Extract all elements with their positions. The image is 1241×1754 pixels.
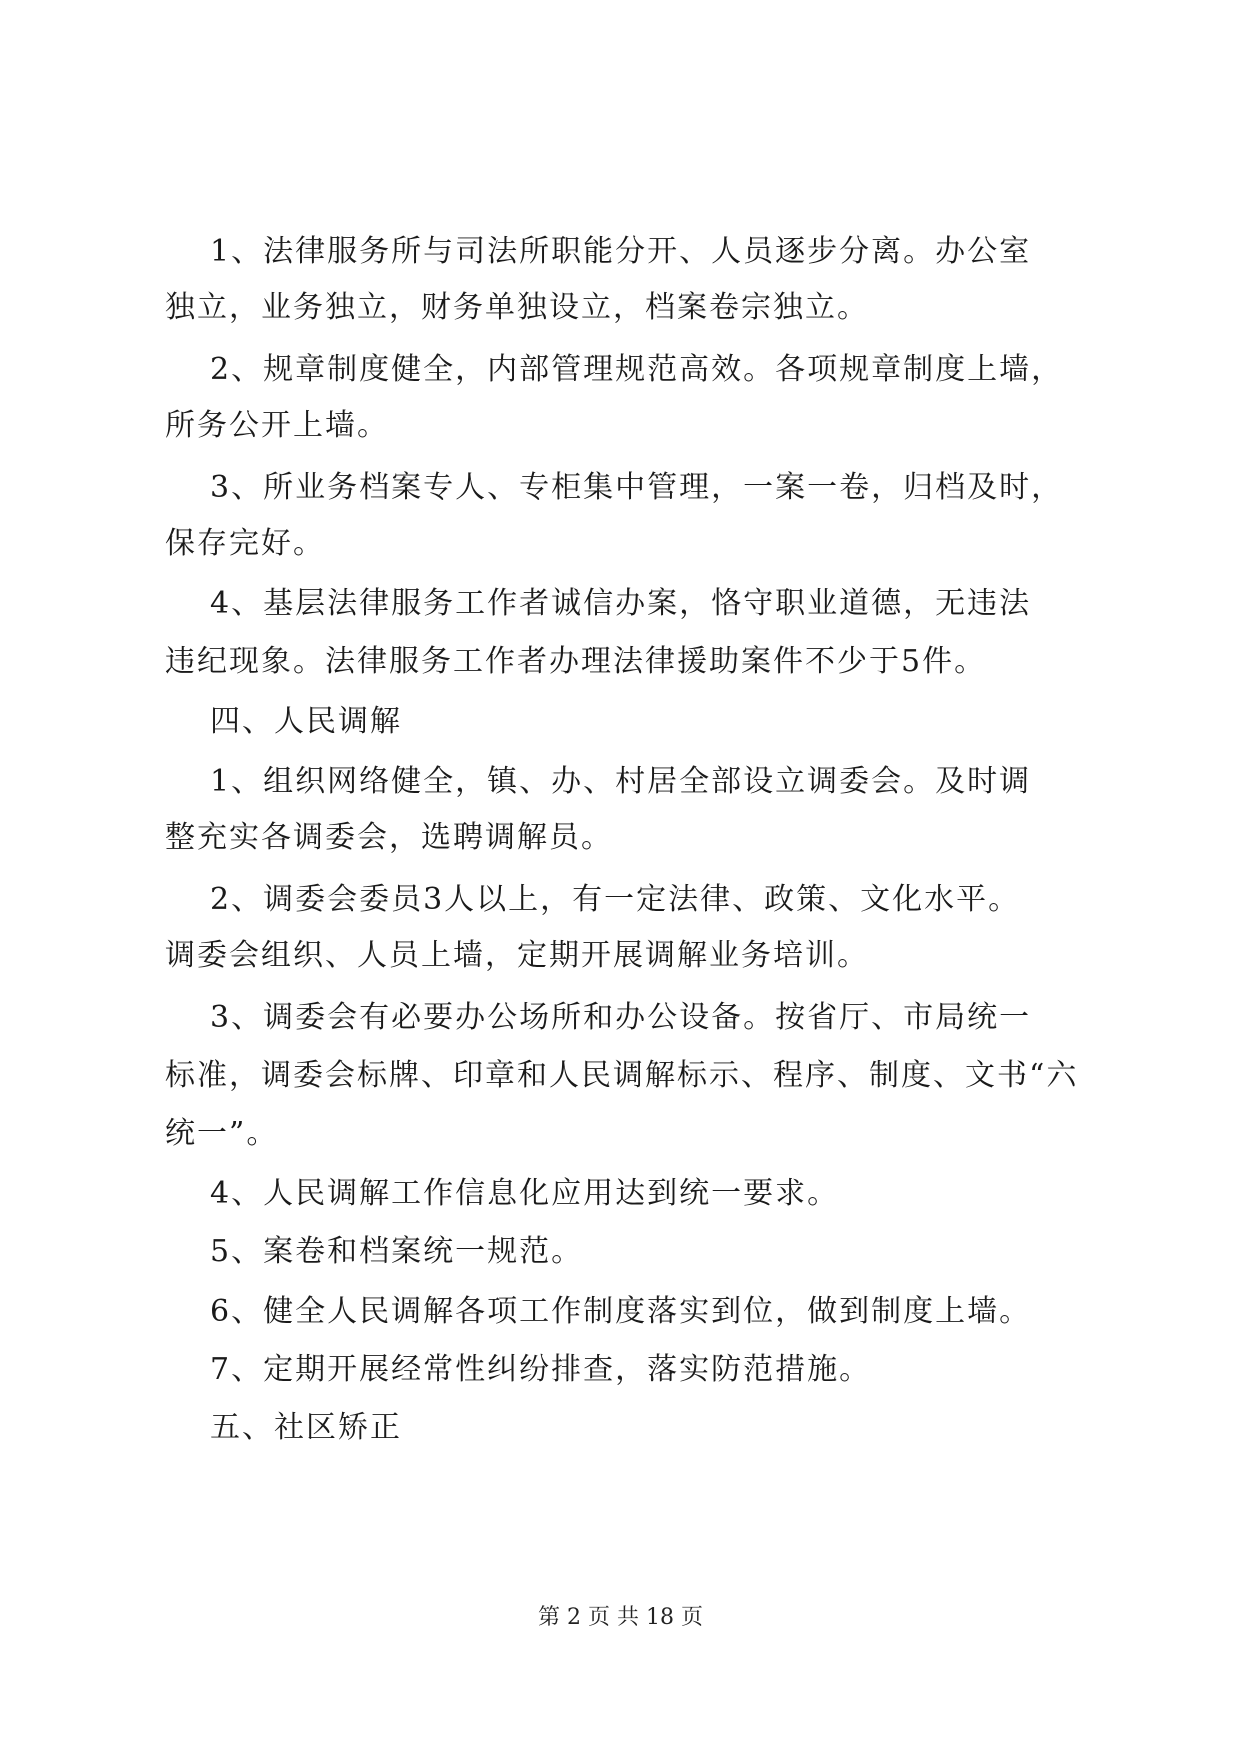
body-line: 7、定期开展经常性纠纷排查，落实防范措施。 [210,1352,872,1387]
page-number-footer: 第 2 页 共 18 页 [538,1605,703,1630]
body-line: 1、组织网络健全，镇、办、村居全部设立调委会。及时调 [210,764,1032,799]
body-line: 独立，业务独立，财务单独设立，档案卷宗独立。 [165,290,869,325]
body-line: 6、健全人民调解各项工作制度落实到位，做到制度上墙。 [210,1294,1032,1329]
body-line: 标准，调委会标牌、印章和人民调解标示、程序、制度、文书“六 [165,1058,1079,1093]
body-line: 整充实各调委会，选聘调解员。 [165,820,613,855]
body-line: 1、法律服务所与司法所职能分开、人员逐步分离。办公室 [210,234,1032,269]
body-line: 5、案卷和档案统一规范。 [210,1234,584,1269]
body-line: 3、所业务档案专人、专柜集中管理，一案一卷，归档及时， [210,470,1064,505]
body-line: 2、调委会委员3人以上，有一定法律、政策、文化水平。 [210,882,1021,917]
body-line: 4、基层法律服务工作者诚信办案，恪守职业道德，无违法 [210,586,1032,621]
body-line: 违纪现象。法律服务工作者办理法律援助案件不少于5件。 [165,644,987,679]
section-heading: 五、社区矫正 [210,1410,402,1445]
body-line: 统一”。 [165,1116,279,1151]
body-line: 3、调委会有必要办公场所和办公设备。按省厅、市局统一 [210,1000,1032,1035]
body-line: 保存完好。 [165,526,325,561]
section-heading: 四、人民调解 [210,704,402,739]
body-line: 所务公开上墙。 [165,408,389,443]
body-line: 调委会组织、人员上墙，定期开展调解业务培训。 [165,938,869,973]
body-line: 4、人民调解工作信息化应用达到统一要求。 [210,1176,840,1211]
body-line: 2、规章制度健全，内部管理规范高效。各项规章制度上墙， [210,352,1064,387]
